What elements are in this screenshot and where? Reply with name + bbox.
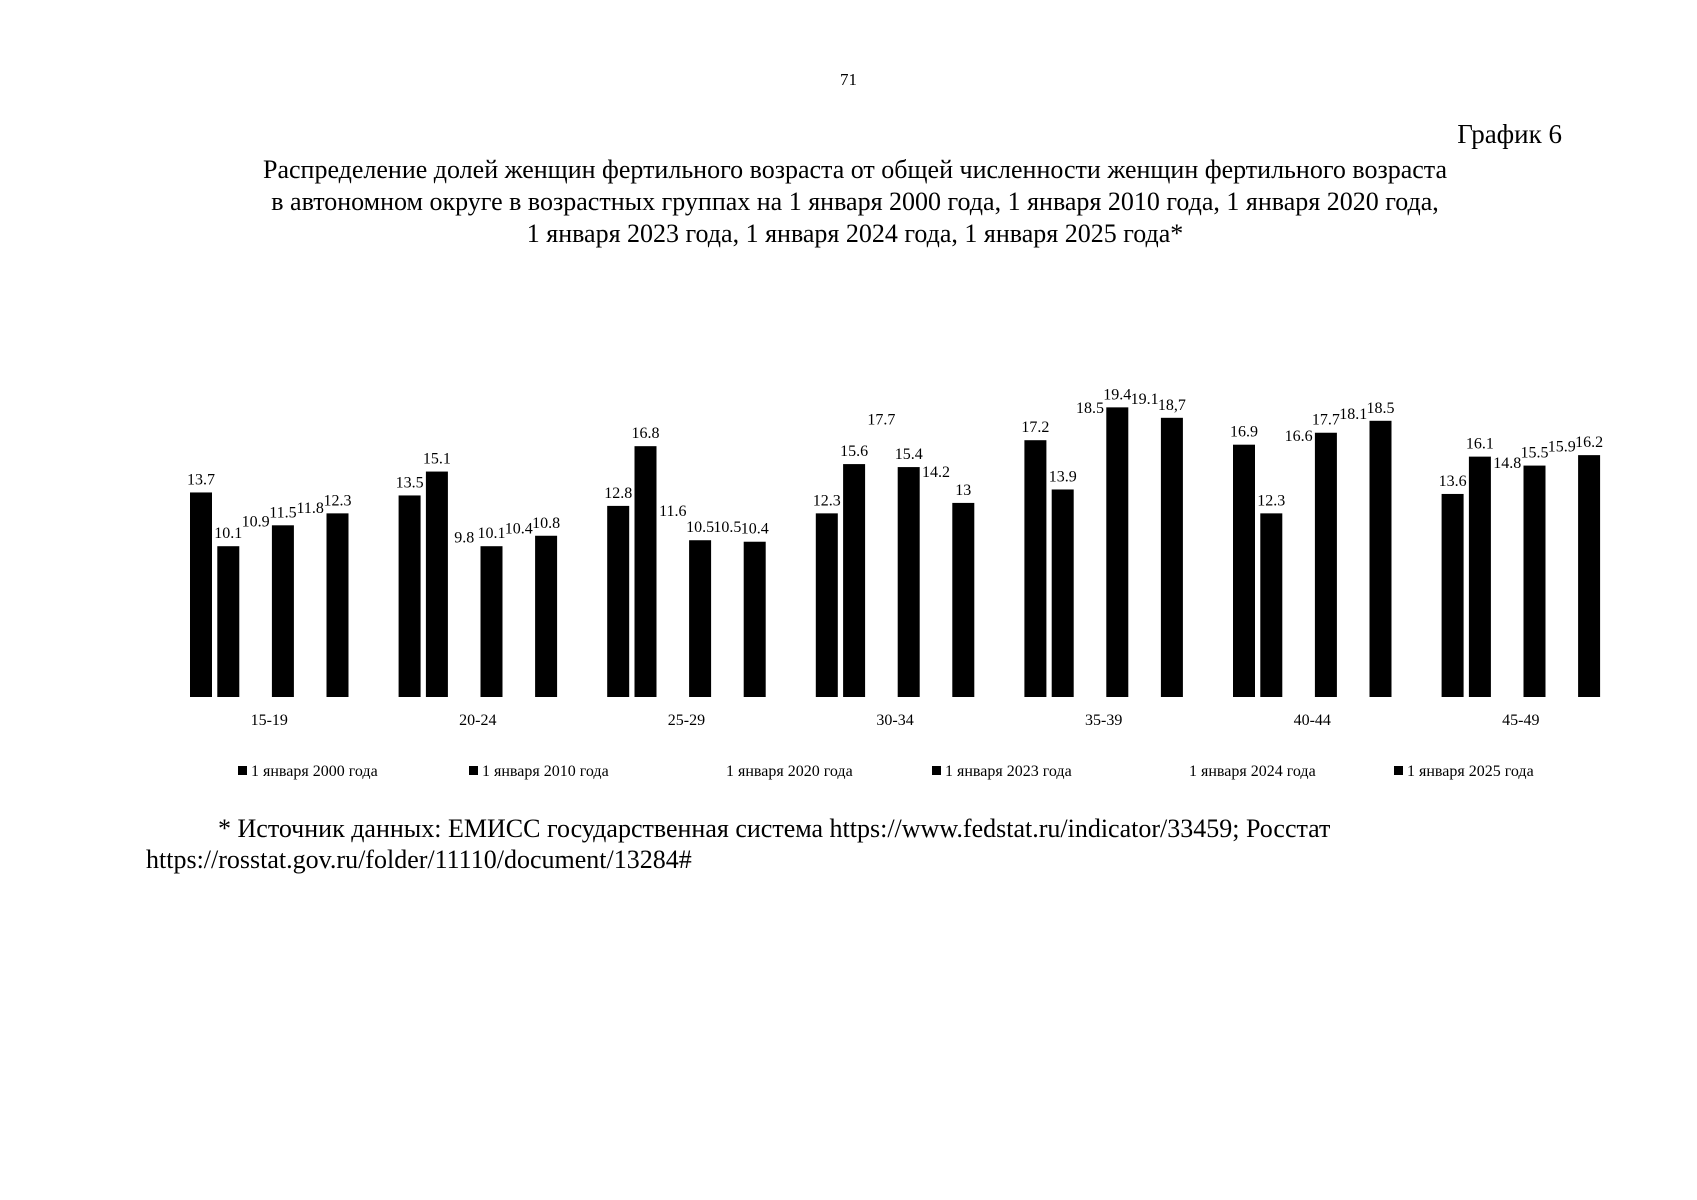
bar bbox=[327, 513, 349, 697]
bar bbox=[481, 546, 503, 697]
bar bbox=[453, 551, 475, 697]
data-label: 15.1 bbox=[422, 450, 451, 468]
data-label: 10.5 bbox=[713, 519, 742, 537]
data-label: 18,7 bbox=[1157, 396, 1186, 414]
category-label: 15-19 bbox=[250, 712, 288, 729]
bar bbox=[426, 472, 448, 697]
data-label: 13.5 bbox=[395, 474, 424, 492]
data-label: 14.8 bbox=[1493, 455, 1522, 473]
bar bbox=[217, 546, 239, 697]
footnote bbox=[146, 813, 1555, 875]
bar bbox=[535, 536, 557, 697]
data-label: 10.5 bbox=[686, 519, 715, 537]
bar bbox=[662, 524, 684, 697]
legend-marker bbox=[932, 766, 941, 775]
bar bbox=[508, 542, 530, 697]
bar bbox=[607, 506, 629, 697]
category-label: 45-49 bbox=[1502, 712, 1540, 729]
data-label: 13.6 bbox=[1438, 472, 1467, 490]
bar bbox=[1134, 412, 1156, 697]
bar bbox=[1551, 460, 1573, 697]
bar bbox=[1496, 476, 1518, 697]
bar bbox=[1260, 513, 1282, 697]
data-label: 15.4 bbox=[894, 446, 923, 464]
bar bbox=[744, 542, 766, 697]
bar bbox=[299, 521, 321, 697]
legend-marker bbox=[469, 766, 478, 775]
bar bbox=[245, 534, 267, 697]
data-label: 18.1 bbox=[1339, 405, 1368, 423]
chart-title-line: в автономном округе в возрастных группах на 1 января 2000 года, 1 января 2010 года, 1 января 2020 года, bbox=[271, 187, 1439, 216]
data-label: 12.3 bbox=[1257, 492, 1286, 510]
data-label: 16.2 bbox=[1575, 434, 1604, 452]
data-label: 15.9 bbox=[1547, 438, 1576, 456]
legend-label: 1 января 2010 года bbox=[482, 763, 609, 780]
data-label: 15.6 bbox=[840, 443, 869, 461]
bar bbox=[1524, 466, 1546, 697]
legend-label: 1 января 2000 года bbox=[251, 763, 378, 780]
data-label: 19.4 bbox=[1103, 386, 1132, 404]
data-label: 10.8 bbox=[532, 514, 561, 532]
category-label: 40-44 bbox=[1293, 712, 1331, 729]
data-label: 15.5 bbox=[1520, 444, 1549, 462]
bar bbox=[716, 540, 738, 697]
data-label: 13.9 bbox=[1048, 468, 1077, 486]
chart-caption: График 6 bbox=[1457, 119, 1562, 149]
page-number: 71 bbox=[840, 70, 857, 89]
data-label: 10.1 bbox=[477, 525, 506, 543]
bar bbox=[1288, 449, 1310, 697]
bar bbox=[1342, 427, 1364, 697]
bar bbox=[898, 467, 920, 697]
category-label: 20-24 bbox=[459, 712, 497, 729]
data-label: 11.6 bbox=[659, 502, 687, 520]
legend-label: 1 января 2025 года bbox=[1407, 763, 1534, 780]
data-label: 9.8 bbox=[454, 529, 475, 547]
bar bbox=[1161, 418, 1183, 697]
bar bbox=[1469, 457, 1491, 697]
bar bbox=[816, 513, 838, 697]
footnote-line: https://rosstat.gov.ru/folder/11110/document/13284# bbox=[146, 845, 692, 874]
bar bbox=[1442, 494, 1464, 697]
data-label: 19.1 bbox=[1130, 390, 1159, 408]
data-label: 10.1 bbox=[214, 525, 243, 543]
data-label: 16.1 bbox=[1465, 435, 1494, 453]
bar bbox=[689, 540, 711, 697]
data-label: 12.3 bbox=[812, 492, 841, 510]
data-label: 13 bbox=[955, 481, 972, 499]
data-label: 16.6 bbox=[1284, 428, 1313, 446]
data-label: 17.7 bbox=[1311, 411, 1340, 429]
data-label: 16.8 bbox=[631, 425, 660, 443]
bar bbox=[1578, 455, 1600, 697]
chart-title-line: Распределение долей женщин фертильного возраста от общей численности женщин фертильного возраста bbox=[262, 155, 1448, 184]
bar bbox=[1052, 489, 1074, 697]
legend-marker bbox=[1176, 766, 1185, 775]
data-label: 13.7 bbox=[187, 471, 215, 489]
data-label: 10.4 bbox=[740, 520, 769, 538]
bar bbox=[272, 525, 294, 697]
legend-label: 1 января 2020 года bbox=[726, 763, 853, 780]
data-label: 16.9 bbox=[1230, 423, 1258, 441]
data-label: 14.2 bbox=[922, 463, 950, 481]
bar bbox=[190, 492, 212, 697]
data-label: 17.7 bbox=[867, 411, 896, 429]
data-label: 18.5 bbox=[1076, 399, 1104, 417]
chart-title-line: 1 января 2023 года, 1 января 2024 года, 1 января 2025 года* bbox=[526, 219, 1184, 248]
data-label: 12.3 bbox=[323, 492, 352, 510]
bar bbox=[635, 446, 657, 697]
bar bbox=[925, 485, 947, 697]
legend-marker bbox=[238, 766, 247, 775]
bar bbox=[1233, 445, 1255, 697]
bar bbox=[1315, 433, 1337, 697]
bar bbox=[843, 464, 865, 697]
category-label: 35-39 bbox=[1084, 712, 1123, 729]
data-label: 11.5 bbox=[269, 504, 297, 522]
data-label: 12.8 bbox=[604, 484, 633, 502]
bar bbox=[1370, 421, 1392, 697]
footnote-line: * Источник данных: ЕМИСС государственная система https://www.fedstat.ru/indicator/33459; Росстат bbox=[218, 814, 1331, 843]
legend-marker bbox=[713, 766, 722, 775]
bar bbox=[1024, 440, 1046, 697]
data-label: 10.4 bbox=[504, 520, 533, 538]
legend-marker bbox=[1394, 766, 1403, 775]
data-label: 11.8 bbox=[296, 499, 324, 517]
bar bbox=[1079, 421, 1101, 697]
data-label: 17.2 bbox=[1021, 419, 1050, 437]
legend-label: 1 января 2023 года bbox=[945, 763, 1072, 780]
category-label: 30-34 bbox=[876, 712, 914, 729]
bar bbox=[870, 433, 892, 697]
legend-label: 1 января 2024 года bbox=[1189, 763, 1316, 780]
bar bbox=[1106, 407, 1128, 697]
data-label: 18.5 bbox=[1366, 399, 1395, 417]
data-label: 10.9 bbox=[241, 513, 270, 531]
bar bbox=[952, 503, 974, 697]
bar bbox=[399, 495, 421, 697]
category-label: 25-29 bbox=[667, 712, 706, 729]
